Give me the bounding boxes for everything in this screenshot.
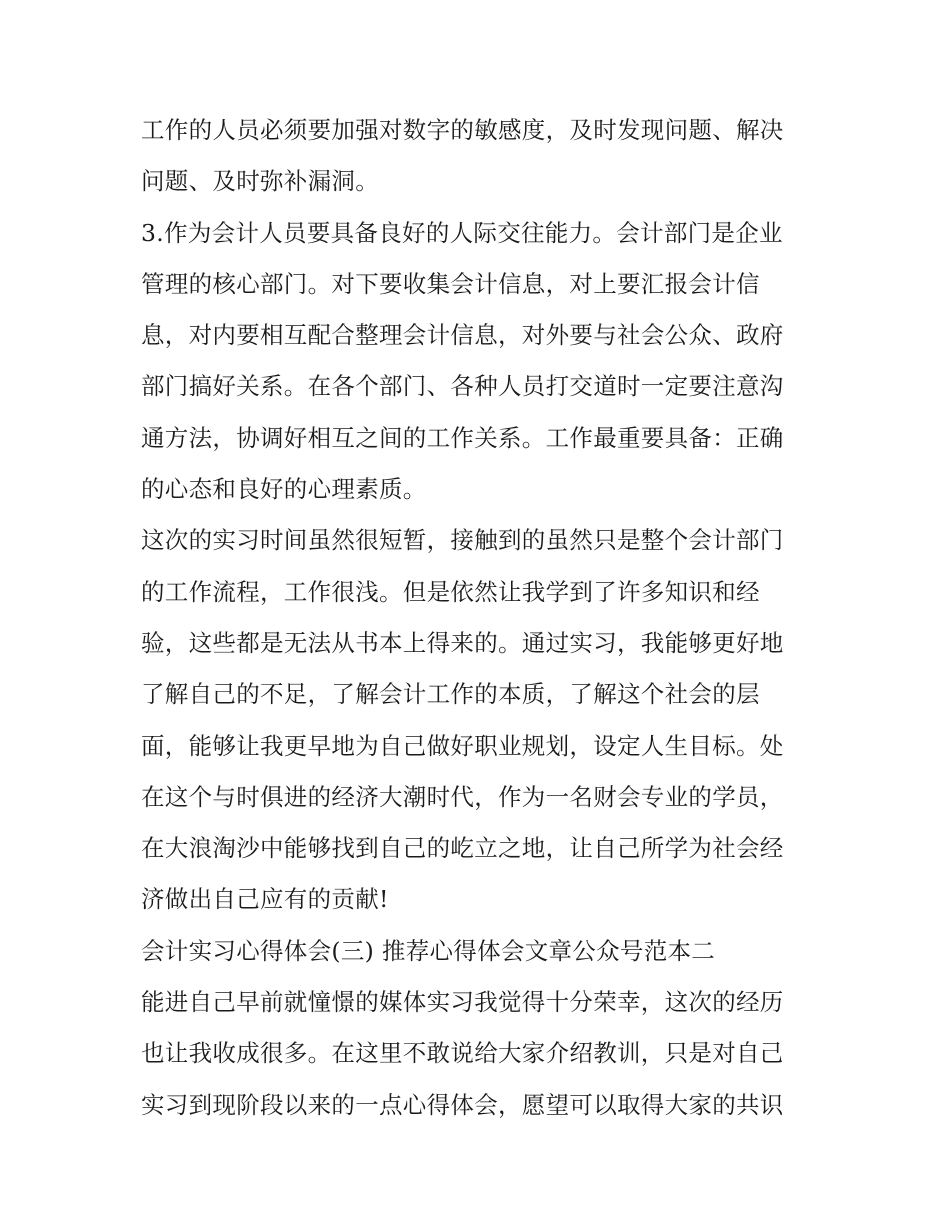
- text-line: 在大浪淘沙中能够找到自己的屹立之地，让自己所学为社会经: [141, 834, 784, 863]
- text-line: 能进自己早前就憧憬的媒体实习我觉得十分荣幸，这次的经历: [141, 988, 784, 1017]
- text-line: 的心态和良好的心理素质。: [141, 475, 427, 504]
- document-body: [141, 105, 813, 1131]
- text-line: 问题、及时弥补漏洞。: [141, 167, 379, 196]
- text-line: 在这个与时俱进的经济大潮时代，作为一名财会专业的学员，: [141, 782, 784, 811]
- text-line: 这次的实习时间虽然很短暂，接触到的虽然只是整个会计部门: [141, 526, 784, 555]
- section-heading: 会计实习心得体会(三) 推荐心得体会文章公众号范本二: [141, 936, 716, 965]
- text-line: 通方法，协调好相互之间的工作关系。工作最重要具备：正确: [141, 423, 784, 452]
- text-line: 的工作流程，工作很浅。但是依然让我学到了许多知识和经: [141, 577, 760, 606]
- text-line: 管理的核心部门。对下要收集会计信息，对上要汇报会计信: [141, 269, 760, 298]
- text-line: 济做出自己应有的贡献!: [141, 885, 389, 914]
- text-line: 面，能够让我更早地为自己做好职业规划，设定人生目标。处: [141, 731, 784, 760]
- text-line: 实习到现阶段以来的一点心得体会，愿望可以取得大家的共识: [141, 1090, 784, 1119]
- text-line: 3.作为会计人员要具备良好的人际交往能力。会计部门是企业: [141, 218, 783, 247]
- text-line: 息，对内要相互配合整理会计信息，对外要与社会公众、政府: [141, 321, 784, 350]
- text-line: 也让我收成很多。在这里不敢说给大家介绍教训，只是对自己: [141, 1039, 784, 1068]
- text-line: 部门搞好关系。在各个部门、各种人员打交道时一定要注意沟: [141, 372, 784, 401]
- text-line: 验，这些都是无法从书本上得来的。通过实习，我能够更好地: [141, 628, 784, 657]
- text-line: 工作的人员必须要加强对数字的敏感度，及时发现问题、解决: [141, 116, 784, 144]
- text-line: 了解自己的不足，了解会计工作的本质，了解这个社会的层: [141, 680, 760, 709]
